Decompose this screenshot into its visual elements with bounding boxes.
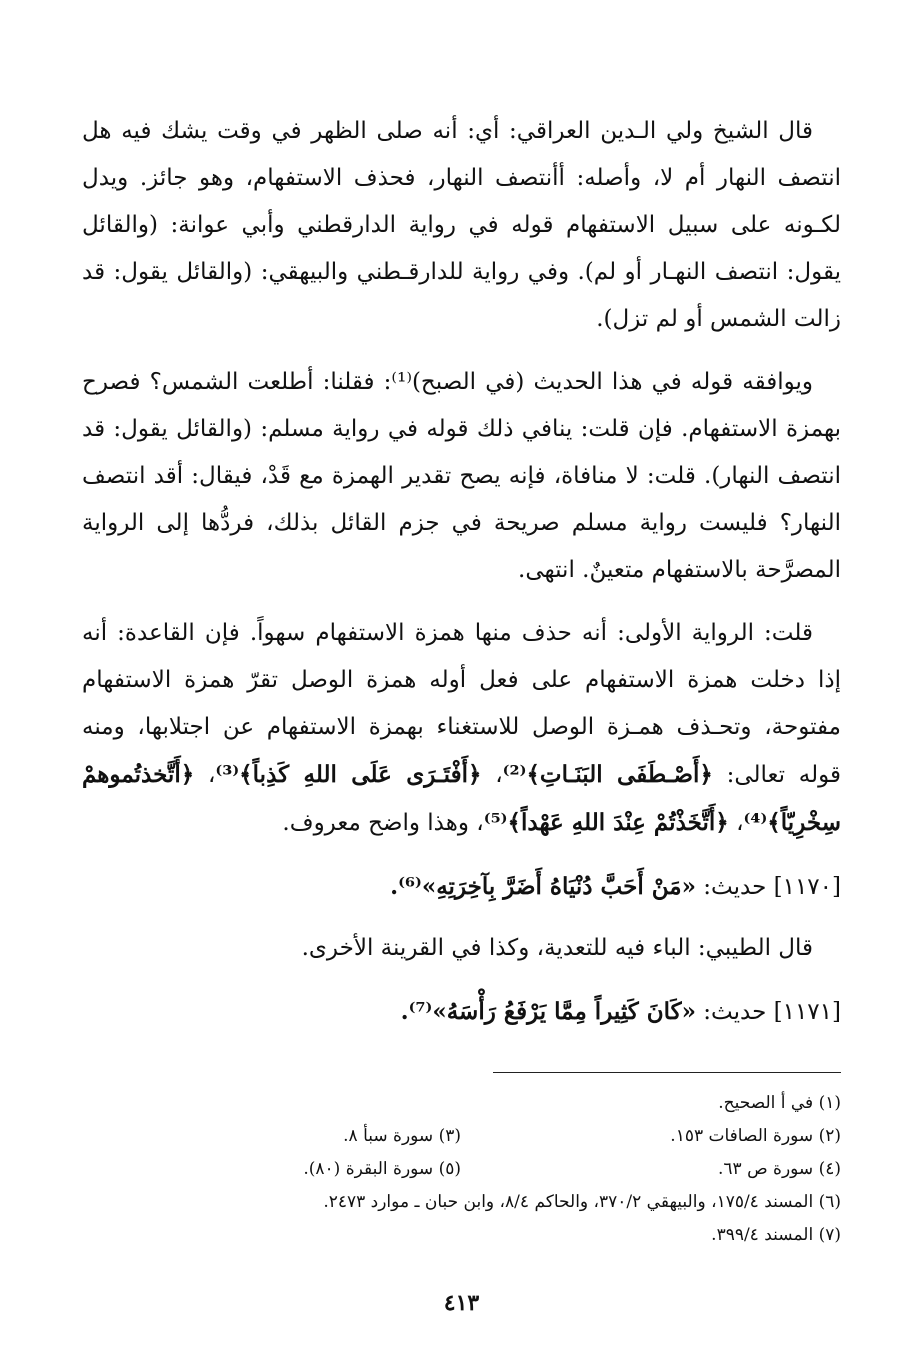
footnote-row-2-3	[82, 1120, 841, 1153]
hadith-label: حديث:	[703, 999, 767, 1025]
footnote-3: (٣) سورة سبأ ٨.	[343, 1126, 461, 1146]
hadith-text: «كَانَ كَثِيراً مِمَّا يَرْفَعُ رَأْسَهُ»⁽⁷⁾.	[400, 998, 696, 1025]
footnote-4: (٤) سورة ص ٦٣.	[718, 1159, 841, 1179]
paragraph-qultu: قلت: الرواية الأولى: أنه حذف منها همزة الاستفهام سهواً. فإن القاعدة: أنه إذا دخلت همزة الاستفهام على فعل أوله همزة الوصل تقرّ همزة الاستفهام مفتوحة، وتحـذف همـزة الوصل للاستغناء بهمزة الاستفهام عن اجتلابها، ومنه قوله تعالى: ﴿أَصْـطَفَى البَنَـاتِ﴾⁽²⁾، ﴿أَفْتَـرَى عَلَى اللهِ كَذِباً﴾⁽³⁾، ﴿أَتَّخذتُموهمْ سِخْرِيّاً﴾⁽⁴⁾، ﴿أَتَّخَذْتُمْ عِنْدَ اللهِ عَهْداً﴾⁽⁵⁾، وهذا واضح معروف.	[82, 620, 842, 836]
footnotes	[82, 1087, 841, 1252]
footnote-1: (١) في أ الصحيح.	[718, 1093, 841, 1113]
paragraph-qultu-tail: ، وهذا واضح معروف.	[282, 810, 484, 836]
quran-quote-1: ﴿أَصْـطَفَى البَنَـاتِ﴾⁽²⁾	[502, 761, 713, 788]
hadith-text: «مَنْ أَحَبَّ دُنْيَاهُ أَضَرَّ بِآخِرَتِهِ»⁽⁶⁾.	[390, 873, 696, 900]
hadith-1170	[82, 863, 841, 911]
paragraph-qultu-text: قلت: الرواية الأولى: أنه حذف منها همزة الاستفهام سهواً. فإن القاعدة: أنه إذا دخلت همزة الاستفهام على فعل أوله همزة الوصل تقرّ همزة الاستفهام مفتوحة، وتحـذف همـزة الوصل للاستغناء بهمزة الاستفهام عن اجتلابها، ومنه قوله تعالى:	[82, 620, 842, 788]
paragraph-iraqi: قال الشيخ ولي الـدين العراقي: أي: أنه صلى الظهر في وقت يشك فيه هل انتصف النهار أم لا، وأصله: أأنتصف النهار، فحذف الاستفهام، وهو جائز. ويدل لكـونه على سبيل الاستفهام قوله في رواية الدارقطني وأبي عوانة: (والقائل يقول: انتصف النهـار أو لم). وفي رواية للدارقـطني والبيهقي: (والقائل يقول: قد زالت الشمس أو لم تزل).	[82, 118, 841, 332]
paragraph-muwafaqa: ويوافقه قوله في هذا الحديث (في الصبح)⁽¹⁾: فقلنا: أطلعت الشمس؟ فصرح بهمزة الاستفهام. فإن قلت: ينافي ذلك قوله في رواية مسلم: (والقائل يقول: قد انتصف النهار). قلت: لا منافاة، فإنه يصح تقدير الهمزة مع قَدْ، فيقال: أقد انتصف النهار؟ فليست رواية مسلم صريحة في جزم القائل بذلك، فردُّها إلى الرواية المصرَّحة بالاستفهام متعينٌ. انتهى.	[82, 369, 841, 583]
footnote-separator-wrap	[82, 1050, 841, 1087]
paragraph-tibi: قال الطيبي: الباء فيه للتعدية، وكذا في القرينة الأخرى.	[301, 935, 813, 961]
hadith-number: [١١٧١]	[773, 999, 841, 1025]
quran-quote-4: ﴿أَتَّخَذْتُمْ عِنْدَ اللهِ عَهْداً﴾⁽⁵⁾	[483, 809, 729, 836]
quran-quote-2: ﴿أَفْتَـرَى عَلَى اللهِ كَذِباً﴾⁽³⁾	[215, 761, 482, 788]
hadith-1171	[82, 988, 841, 1036]
footnote-7: (٧) المسند ٣٩٩/٤.	[711, 1225, 841, 1245]
footnote-2: (٢) سورة الصافات ١٥٣.	[670, 1126, 841, 1146]
page-number: ٤١٣	[443, 1290, 480, 1316]
footnote-5: (٥) سورة البقرة (٨٠).	[303, 1159, 461, 1179]
footnote-6: (٦) المسند ١٧٥/٤، والبيهقي ٣٧٠/٢، والحاكم ٨/٤، وابن حبان ـ موارد ٢٤٧٣.	[323, 1192, 841, 1212]
quran-quote-3: ﴿أَتَّخذتُموهمْ سِخْرِيّاً﴾⁽⁴⁾	[82, 761, 841, 836]
footnote-separator	[493, 1072, 841, 1073]
hadith-label: حديث:	[703, 874, 767, 900]
footnote-row-4-5	[82, 1153, 841, 1186]
hadith-number: [١١٧٠]	[773, 874, 841, 900]
